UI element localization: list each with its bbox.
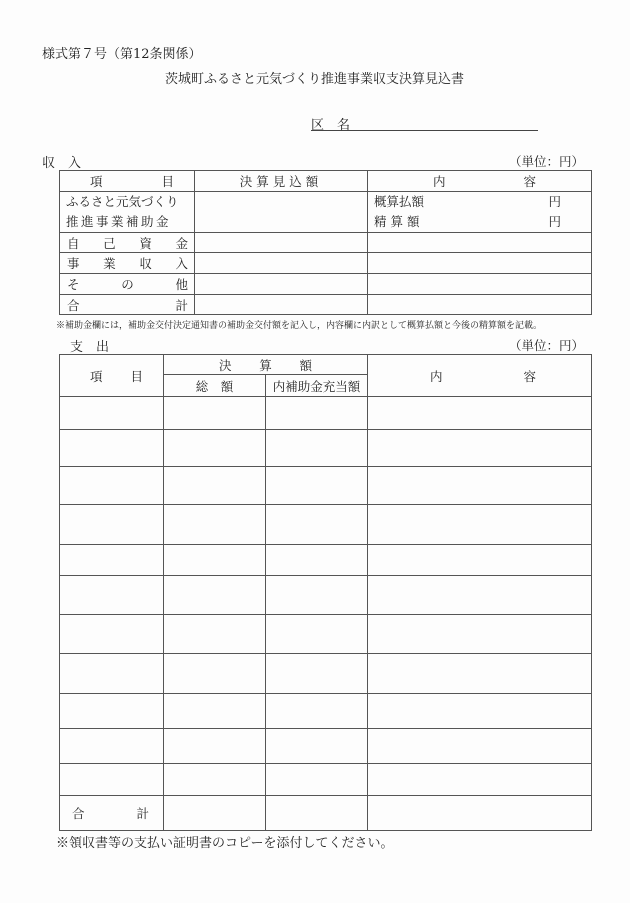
income-table [59, 170, 592, 315]
expenditure-total-cell[interactable] [164, 796, 266, 831]
expenditure-header-row-1 [60, 355, 592, 375]
form-number: 様式第７号（第12条関係） [42, 47, 202, 62]
income-row-other: そ の 他 [60, 274, 592, 295]
district-label: 区 名 [311, 118, 351, 133]
header-subsidy-portion: 内補助金充当額 [266, 375, 368, 397]
expenditure-unit: （単位：円） [509, 338, 585, 353]
expenditure-row [60, 576, 592, 615]
expenditure-note: ※領収書等の支払い証明書のコピーを添付してください。 [56, 836, 394, 851]
expenditure-total-content-cell[interactable] [368, 796, 592, 831]
header-settlement: 決 算 額 [164, 355, 368, 375]
expenditure-row [60, 397, 592, 430]
expenditure-row [60, 654, 592, 694]
header-item: 項 目 [60, 171, 195, 192]
income-header-row [60, 171, 592, 192]
income-row-total: 合 計 [60, 295, 592, 315]
header-amount: 決算見込額 [195, 171, 368, 192]
income-total-amount-cell[interactable] [195, 295, 368, 315]
income-section-label: 収 入 [42, 156, 82, 171]
header-total: 総 額 [164, 375, 266, 397]
header-item: 項 目 [60, 355, 164, 397]
income-row-subsidy [60, 192, 592, 233]
own-funds-content-cell[interactable] [368, 233, 592, 253]
expenditure-subsidy-total-cell[interactable] [266, 796, 368, 831]
header-content: 内 容 [368, 171, 592, 192]
expenditure-row [60, 615, 592, 654]
subsidy-content-cell[interactable]: 概算払額 円 精 算 額 円 [368, 192, 592, 233]
expenditure-row [60, 430, 592, 467]
other-amount-cell[interactable] [195, 274, 368, 295]
subsidy-amount-cell[interactable] [195, 192, 368, 233]
income-total-content-cell[interactable] [368, 295, 592, 315]
expenditure-row [60, 545, 592, 576]
expenditure-row [60, 729, 592, 764]
other-content-cell[interactable] [368, 274, 592, 295]
income-note: ※補助金欄には，補助金交付決定通知書の補助金交付額を記入し，内容欄に内訳として概算払額と今後の精算額を記載。 [56, 321, 543, 331]
subsidy-item: ふるさと元気づくり 推進事業補助金 [60, 192, 195, 233]
district-field[interactable] [311, 114, 538, 131]
expenditure-table [59, 354, 592, 831]
income-row-business-income: 事 業 収 入 [60, 253, 592, 274]
income-unit: （単位：円） [509, 154, 585, 169]
own-funds-amount-cell[interactable] [195, 233, 368, 253]
expenditure-row [60, 764, 592, 796]
expenditure-row [60, 505, 592, 545]
document-title: 茨城町ふるさと元気づくり推進事業収支決算見込書 [165, 72, 465, 87]
income-row-own-funds: 自 己 資 金 [60, 233, 592, 253]
expenditure-row-total: 合 計 [60, 796, 592, 831]
business-income-amount-cell[interactable] [195, 253, 368, 274]
expenditure-row [60, 694, 592, 729]
expenditure-row [60, 467, 592, 505]
expenditure-section-label: 支 出 [70, 340, 110, 355]
header-content: 内 容 [368, 355, 592, 397]
business-income-content-cell[interactable] [368, 253, 592, 274]
